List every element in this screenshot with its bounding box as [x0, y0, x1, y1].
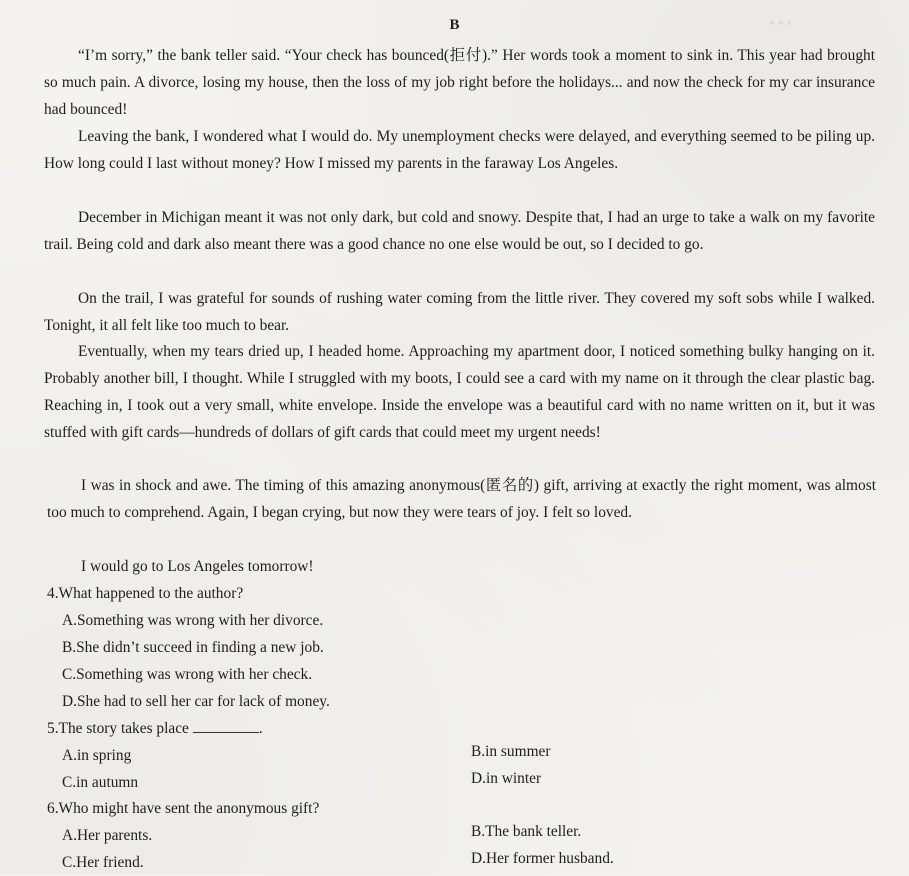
question-4-option-a[interactable]: A.Something was wrong with her divorce.: [62, 612, 324, 629]
question-5-stem: 5.The story takes place .: [47, 720, 263, 737]
passage-paragraph-2: Leaving the bank, I wondered what I would do. My unemployment checks were delayed, and everything seemed to be piling up. How long could I last without money? How I missed my parents in the faraway Los Angeles.: [44, 128, 875, 172]
question-6-option-d[interactable]: D.Her former husband.: [471, 850, 614, 867]
passage-paragraph-3: December in Michigan meant it was not only dark, but cold and snowy. Despite that, I had an urge to take a walk on my favorite trail. Being cold and dark also meant there was a good chance no one else would be out, so I decided to go.: [44, 209, 875, 253]
question-4-option-c[interactable]: C.Something was wrong with her check.: [62, 666, 313, 683]
question-5-option-a[interactable]: A.in spring: [62, 747, 132, 764]
question-4-option-b[interactable]: B.She didn’t succeed in finding a new job.: [62, 639, 324, 656]
question-4-stem: 4.What happened to the author?: [47, 585, 244, 602]
question-6-option-a[interactable]: A.Her parents.: [62, 827, 153, 844]
passage-paragraph-1: “I’m sorry,” the bank teller said. “Your check has bounced(拒付).” Her words took a moment to sink in. This year had brought so much pain. A divorce, losing my house, then the loss of my job right before the holidays... and now the check for my car insurance had bounced!: [44, 47, 875, 118]
passage-paragraph-7: I would go to Los Angeles tomorrow!: [81, 558, 314, 575]
bleed-through-text: ▪ ▪ ▪: [770, 16, 792, 31]
question-6-stem: 6.Who might have sent the anonymous gift?: [47, 800, 320, 817]
question-6-option-b[interactable]: B.The bank teller.: [471, 823, 582, 840]
question-5-option-b[interactable]: B.in summer: [471, 743, 551, 760]
passage-paragraph-4: On the trail, I was grateful for sounds of rushing water coming from the little river. They covered my soft sobs while I walked. Tonight, it all felt like too much to bear.: [44, 290, 875, 334]
question-4-option-d[interactable]: D.She had to sell her car for lack of money.: [62, 693, 330, 710]
question-5-option-c[interactable]: C.in autumn: [62, 774, 139, 791]
question-5-option-d[interactable]: D.in winter: [471, 770, 542, 787]
answer-blank[interactable]: [193, 718, 259, 733]
section-title: B: [449, 17, 460, 33]
question-6-option-c[interactable]: C.Her friend.: [62, 854, 144, 871]
passage-paragraph-6: I was in shock and awe. The timing of this amazing anonymous(匿名的) gift, arriving at exactly the right moment, was almost too much to comprehend. Again, I began crying, but now they were tears of joy. I felt so loved.: [47, 477, 876, 521]
passage-paragraph-5: Eventually, when my tears dried up, I headed home. Approaching my apartment door, I noticed something bulky hanging on it. Probably another bill, I thought. While I struggled with my boots, I could see a card with my name on it through the clear plastic bag. Reaching in, I took out a very small, white envelope. Inside the envelope was a beautiful card with no name written on it, but it was stuffed with gift cards—hundreds of dollars of gift cards that could meet my urgent needs!: [44, 343, 875, 441]
